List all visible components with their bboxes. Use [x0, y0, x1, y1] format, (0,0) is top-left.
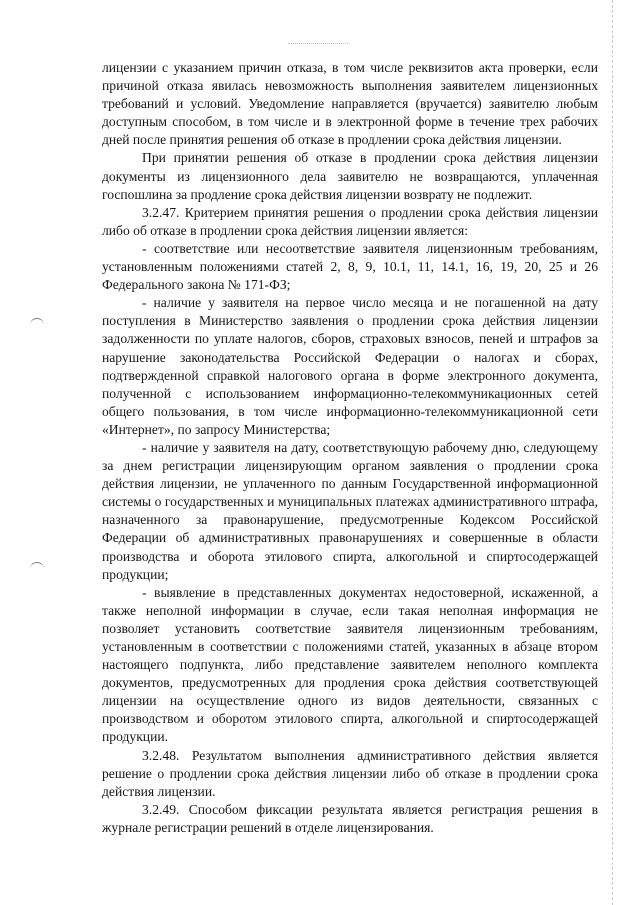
- paragraph-3-2-47: 3.2.47. Критерием принятия решения о продлении срока действия лицензии либо об отказе в продлении срока действия лицензии является:: [102, 204, 598, 238]
- paragraph-documents-not-returned: При принятии решения об отказе в продлении срока действия лицензии документы из лицензионного дела заявителю не возвращаются, уплаченная госпошлина за продление срока действия лицензии возврату не подлежит.: [102, 150, 598, 202]
- scan-edge-line: [612, 0, 613, 905]
- criterion-item-tax-debt: - наличие у заявителя на первое число месяца и не погашенной на дату поступления в Министерство заявления о продлении срока действия лицензии задолженности по уплате налогов, сборов, страховых взносов, пеней и штрафов за нарушение законодательства Российской Федерации о налогах и сборах, подтвержденной справкой налогового органа в форме электронного документа, полученной с использованием информационно-телекоммуникационных сетей общего пользования, в том числе информационно-телекоммуникационной сети «Интернет», по запросу Министерства;: [102, 295, 598, 437]
- punch-hole-mark: [30, 318, 44, 327]
- criterion-item-unpaid-fine: - наличие у заявителя на дату, соответствующую рабочему дню, следующему за днем регистрации лицензирующим органом заявления о продлении срока действия лицензии, не уплаченного по данным Государственной информационной системы о государственных и муниципальных платежах административного штрафа, назначенного за правонарушение, предусмотренные Кодексом Российской Федерации об административных правонарушениях и совершенные в области производства и оборота этилового спирта, алкогольной и спиртосодержащей продукции;: [102, 439, 598, 582]
- paragraph-3-2-48: 3.2.48. Результатом выполнения административного действия является решение о продлении срока действия лицензии либо об отказе в продлении срока действия лицензии.: [102, 747, 598, 799]
- paragraph-refusal-notice: лицензии с указанием причин отказа, в том числе реквизитов акта проверки, если причиной отказа явилась невозможность выполнения заявителем лицензионных требований и условий. Уведомление направляется (вручается) заявителю любым доступным способом, в том числе и в электронной форме в течение трех рабочих дней после принятия решения об отказе в продлении срока действия лицензии.: [102, 60, 598, 148]
- document-page: [102, 59, 598, 837]
- punch-hole-mark: [30, 562, 44, 571]
- criterion-item-false-info: - выявление в представленных документах недостоверной, искаженной, а также неполной информации в случае, если такая неполная информация не позволяет установить соответствие заявителя лицензионным требованиям, установленным в соответствии с положениями статей, указанных в абзаце втором настоящего подпункта, либо представление заявителем неполного комплекта документов, предусмотренных для продления срока действия соответствующей лицензии на осуществление одного из видов деятельности, связанных с производством и оборотом этилового спирта, алкогольной и спиртосодержащей продукции.: [102, 584, 598, 745]
- criterion-item-compliance: - соответствие или несоответствие заявителя лицензионным требованиям, установленным положениями статей 2, 8, 9, 10.1, 11, 14.1, 16, 19, 20, 25 и 26 Федерального закона № 171-ФЗ;: [102, 240, 598, 293]
- scan-noise: [288, 43, 348, 46]
- paragraph-3-2-49: 3.2.49. Способом фиксации результата является регистрация решения в журнале регистрации решений в отделе лицензирования.: [102, 801, 598, 835]
